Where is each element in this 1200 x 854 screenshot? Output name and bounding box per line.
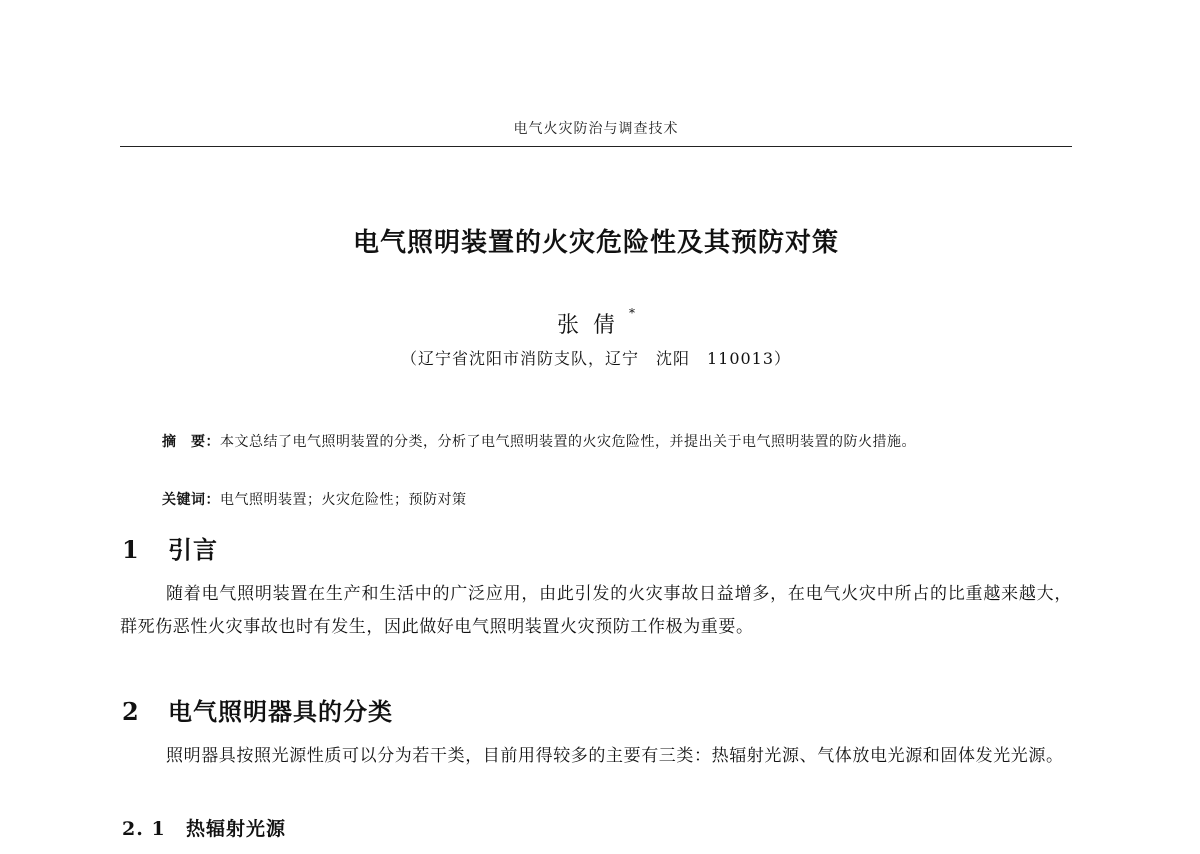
author <box>120 308 1072 339</box>
section-heading-2 <box>122 692 393 727</box>
header-rule <box>120 146 1072 147</box>
section-heading-1 <box>122 530 218 565</box>
abstract-label: 摘 要： <box>162 434 220 450</box>
author-name: 张倩 <box>556 313 629 338</box>
subsection-title: 热辐射光源 <box>186 818 287 840</box>
keywords-text: 电气照明装置；火灾危险性；预防对策 <box>220 492 467 508</box>
subsection-number: 2. 1 <box>122 818 166 840</box>
section-number: 2 <box>122 697 140 726</box>
paper-title: 电气照明装置的火灾危险性及其预防对策 <box>352 228 839 258</box>
section-1-paragraph: 随着电气照明装置在生产和生活中的广泛应用，由此引发的火灾事故日益增多，在电气火灾中所占的比重越来越大，群死伤恶性火灾事故也时有发生，因此做好电气照明装置火灾预防工作极为重要。 <box>120 584 1072 637</box>
author-footnote-marker: * <box>629 306 635 320</box>
abstract <box>120 428 1072 456</box>
keywords <box>162 486 1072 514</box>
subsection-heading-2-1 <box>122 814 286 841</box>
running-header: 电气火灾防治与调查技术 <box>513 121 679 137</box>
affiliation: （辽宁省沈阳市消防支队，辽宁 沈阳 110013） <box>400 349 792 368</box>
section-number: 1 <box>122 535 140 564</box>
abstract-text: 本文总结了电气照明装置的分类，分析了电气照明装置的火灾危险性，并提出关于电气照明装置的防火措施。 <box>220 434 916 450</box>
section-title: 电气照明器具的分类 <box>168 698 393 726</box>
section-title: 引言 <box>168 536 218 564</box>
keywords-label: 关键词： <box>162 492 220 508</box>
section-2-paragraph: 照明器具按照光源性质可以分为若干类，目前用得较多的主要有三类：热辐射光源、气体放电光源和固体发光光源。 <box>166 746 1064 766</box>
